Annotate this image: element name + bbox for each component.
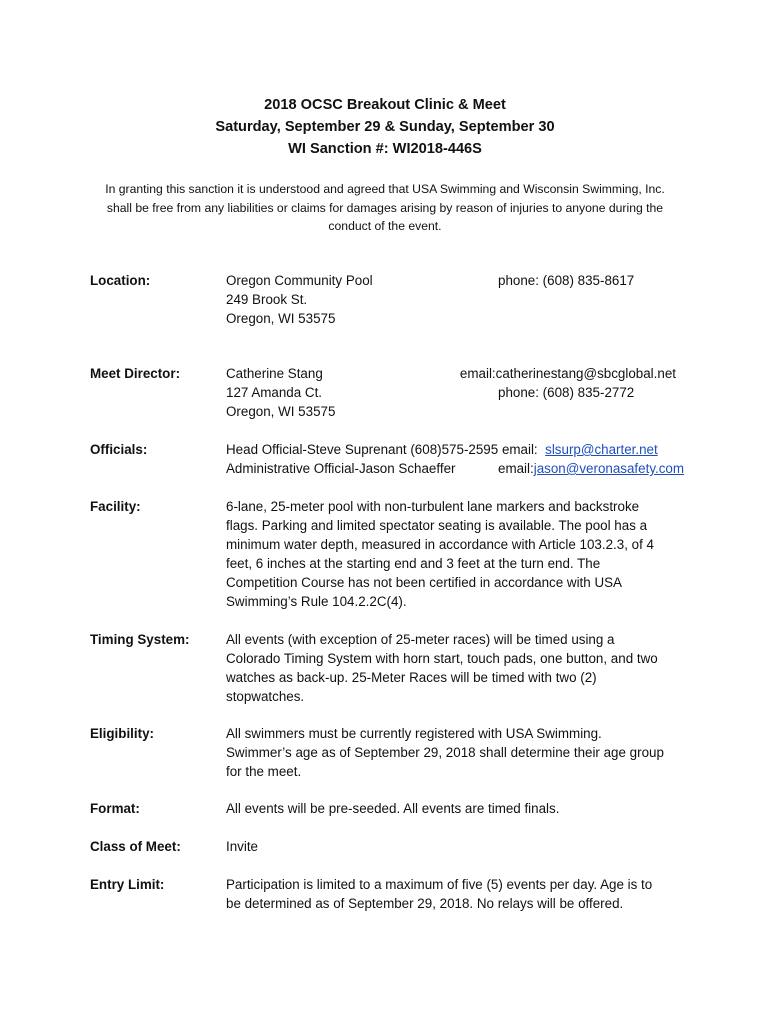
timing-description (226, 630, 696, 706)
sanction-disclaimer (80, 180, 690, 236)
timing-line: watches as back-up. 25-Meter Races will be timed with two (2) (226, 670, 597, 685)
facility-line: minimum water depth, measured in accordance with Article 103.2.3, of 4 (226, 537, 654, 552)
class-of-meet-line: Invite (226, 839, 259, 854)
eligibility-line: for the meet. (226, 764, 302, 779)
eligibility-line: Swimmer’s age as of September 29, 2018 shall determine their age group (226, 745, 664, 760)
eligibility-description (226, 724, 696, 781)
address-line: Oregon Community Pool (226, 273, 373, 288)
admin-official-email-link[interactable]: jason@veronasafety.com (533, 461, 685, 476)
format-line: All events will be pre-seeded. All events are timed finals. (226, 801, 560, 816)
head-official (226, 440, 658, 459)
disclaimer-line: shall be free from any liabilities or claims for damages arising by reason of injuries to anyone during the (106, 200, 664, 215)
format-label: Format: (90, 801, 140, 816)
eligibility-label: Eligibility: (90, 726, 154, 741)
class-of-meet-value (226, 837, 696, 856)
eligibility-line: All swimmers must be currently registered with USA Swimming. (226, 726, 602, 741)
location-label: Location: (90, 273, 151, 288)
meet-name: 2018 OCSC Breakout Clinic & Meet (264, 97, 506, 113)
meet-director-phone: phone: (608) 835-2772 (498, 385, 635, 400)
facility-line: 6-lane, 25-meter pool with non-turbulent lane markers and backstroke (226, 499, 640, 514)
disclaimer-line: In granting this sanction it is understood and agreed that USA Swimming and Wisconsin Swimming, Inc. (105, 182, 665, 196)
meet-director-label: Meet Director: (90, 366, 181, 381)
facility-description (226, 497, 696, 611)
address-line: 127 Amanda Ct. (226, 385, 323, 400)
format-description (226, 799, 696, 818)
admin-official (226, 459, 455, 478)
timing-line: Colorado Timing System with horn start, touch pads, one button, and two (226, 651, 658, 666)
officials-label: Officials: (90, 442, 148, 457)
timing-label: Timing System: (90, 632, 190, 647)
sanction-number: WI Sanction #: WI2018-446S (288, 141, 482, 157)
meet-director-email: email:catherinestang@sbcglobal.net (459, 366, 676, 381)
document-title (0, 94, 770, 160)
timing-line: stopwatches. (226, 689, 305, 704)
location-phone: phone: (608) 835-8617 (498, 273, 635, 288)
address-line: Catherine Stang (226, 366, 323, 381)
address-line: Oregon, WI 53575 (226, 311, 336, 326)
disclaimer-line: conduct of the event. (328, 219, 442, 233)
facility-line: flags. Parking and limited spectator seating is available. The pool has a (226, 518, 648, 533)
entry-limit-line: be determined as of September 29, 2018. No relays will be offered. (226, 896, 624, 911)
meet-dates: Saturday, September 29 & Sunday, September 30 (215, 119, 555, 135)
head-official-name: Head Official-Steve Suprenant (608)575-2595 (226, 442, 499, 457)
location-address (226, 271, 373, 328)
admin-official-name: Administrative Official-Jason Schaeffer (226, 461, 456, 476)
head-official-email-label: email: (501, 442, 538, 457)
head-official-email-link[interactable]: slsurp@charter.net (545, 442, 658, 457)
admin-official-email (498, 459, 684, 478)
entry-limit-label: Entry Limit: (90, 877, 165, 892)
address-line: 249 Brook St. (226, 292, 308, 307)
facility-label: Facility: (90, 499, 141, 514)
class-of-meet-label: Class of Meet: (90, 839, 181, 854)
facility-line: Competition Course has not been certified in accordance with USA (226, 575, 622, 590)
timing-line: All events (with exception of 25-meter races) will be timed using a (226, 632, 615, 647)
meet-director-address (226, 364, 335, 421)
entry-limit-description (226, 875, 696, 913)
facility-line: Swimming’s Rule 104.2.2C(4). (226, 594, 407, 609)
facility-line: feet, 6 inches at the starting end and 3 feet at the turn end. The (226, 556, 601, 571)
entry-limit-line: Participation is limited to a maximum of five (5) events per day. Age is to (226, 877, 653, 892)
address-line: Oregon, WI 53575 (226, 404, 336, 419)
admin-official-email-label: email: (498, 461, 534, 476)
